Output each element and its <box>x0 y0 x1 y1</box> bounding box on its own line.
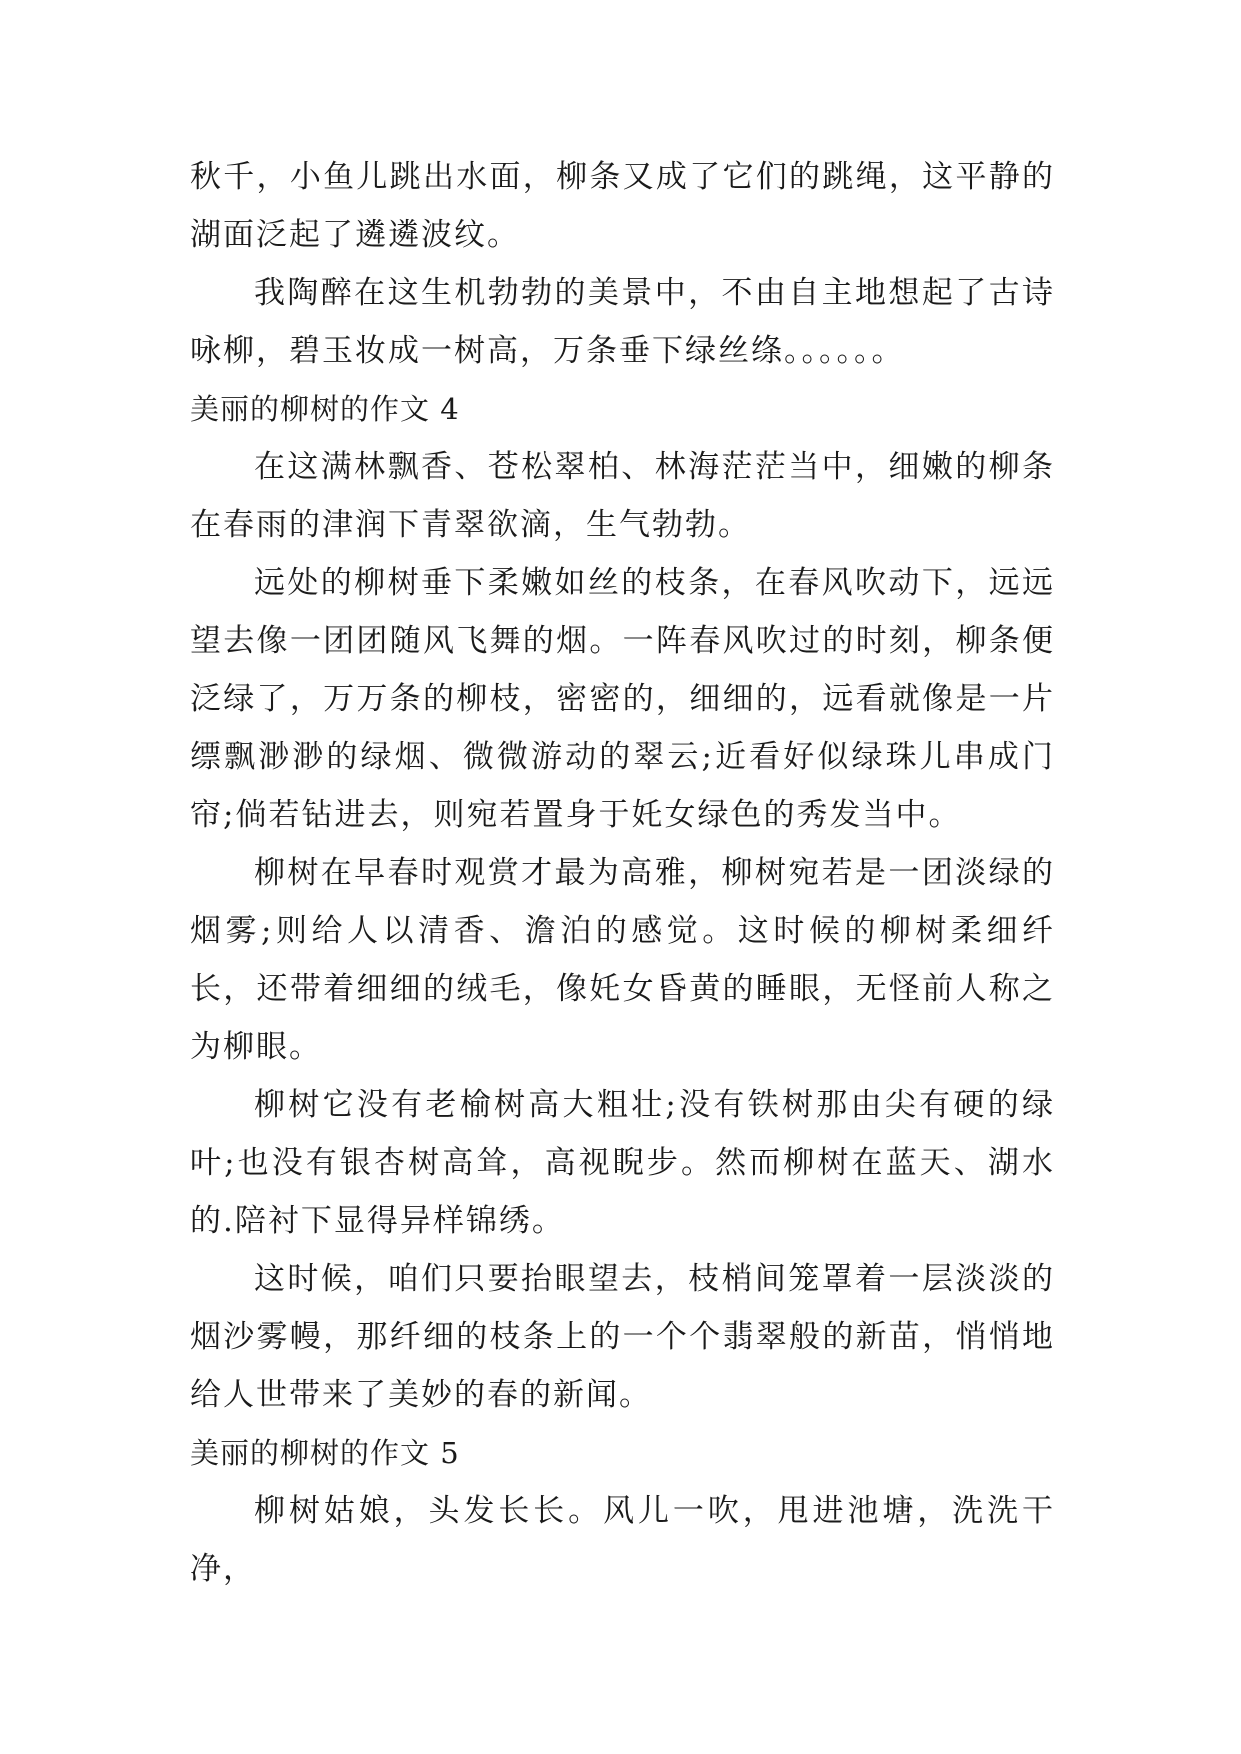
paragraph: 我陶醉在这生机勃勃的美景中，不由自主地想起了古诗咏柳，碧玉妆成一树高，万条垂下绿丝绦。。。。。。 <box>190 275 1055 369</box>
paragraph: 柳树姑娘，头发长长。风儿一吹，甩进池塘，洗洗干净， <box>190 1493 1055 1587</box>
paragraph: 柳树在早春时观赏才最为高雅，柳树宛若是一团淡绿的烟雾;则给人以清香、澹泊的感觉。这时候的柳树柔细纤长，还带着细细的绒毛，像奼女昏黄的睡眼，无怪前人称之为柳眼。 <box>190 855 1055 1065</box>
paragraph: 在这满林飘香、苍松翠柏、林海茫茫当中，细嫩的柳条在春雨的津润下青翠欲滴，生气勃勃。 <box>190 449 1055 543</box>
paragraph: 这时候，咱们只要抬眼望去，枝梢间笼罩着一层淡淡的烟沙雾幔，那纤细的枝条上的一个个翡翠般的新苗，悄悄地给人世带来了美妙的春的新闻。 <box>190 1261 1055 1413</box>
document-body <box>190 148 1055 1598</box>
section-heading: 美丽的柳树的作文 4 <box>190 392 460 426</box>
paragraph: 秋千，小鱼儿跳出水面，柳条又成了它们的跳绳，这平静的湖面泛起了遴遴波纹。 <box>190 159 1055 253</box>
paragraph: 远处的柳树垂下柔嫩如丝的枝条，在春风吹动下，远远望去像一团团随风飞舞的烟。一阵春风吹过的时刻，柳条便泛绿了，万万条的柳枝，密密的，细细的，远看就像是一片缥飘渺渺的绿烟、微微游动的翠云;近看好似绿珠儿串成门帘;倘若钻进去，则宛若置身于奼女绿色的秀发当中。 <box>190 565 1055 833</box>
paragraph: 柳树它没有老榆树高大粗壮;没有铁树那由尖有硬的绿叶;也没有银杏树高耸，高视睨步。然而柳树在蓝天、湖水的.陪衬下显得异样锦绣。 <box>190 1087 1055 1239</box>
section-heading: 美丽的柳树的作文 5 <box>190 1436 460 1470</box>
